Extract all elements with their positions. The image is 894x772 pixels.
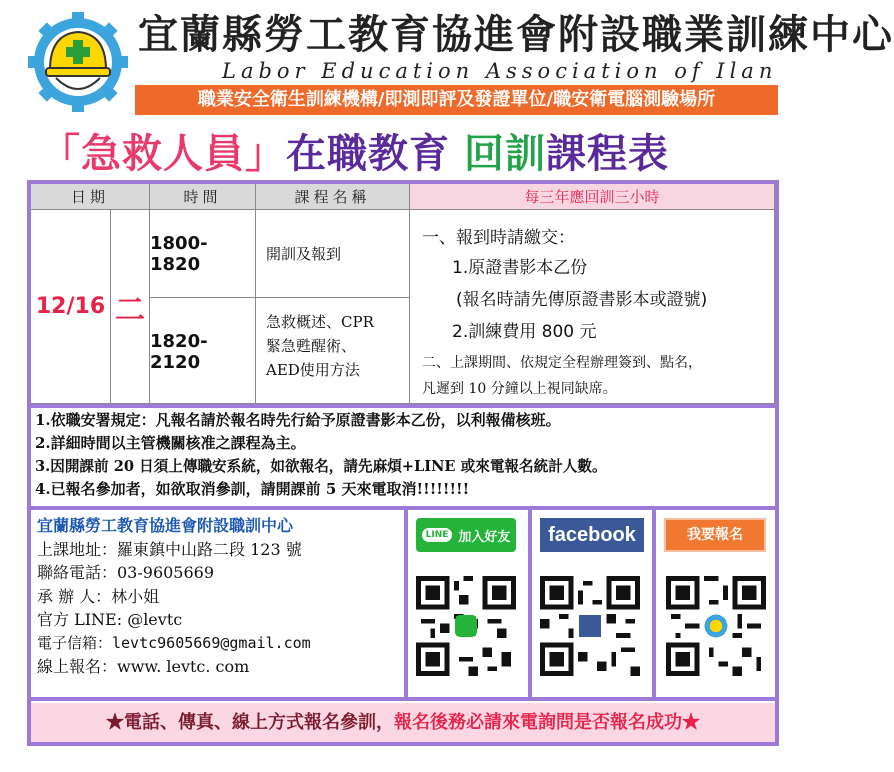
footer-banner <box>31 703 775 742</box>
facebook-qr-code[interactable] <box>540 576 640 676</box>
session-1-name-cell <box>256 210 410 298</box>
divider <box>31 404 775 408</box>
footer-part1: ★電話、傳真、線上方式報名參訓， <box>106 712 394 733</box>
course-title-part1: 「急救人員」 <box>40 131 286 177</box>
notice-line-3: (報名時請先傳原證書影本或證號) <box>456 290 708 310</box>
note-3: 3.因開課前 20 日須上傳職安系統，如欲報名，請先麻煩+LINE 或來電報名統計人數。 <box>35 458 607 475</box>
session-2-time-cell <box>150 298 256 404</box>
header-time: 時間 <box>150 184 256 210</box>
contact-line: 官方 LINE: @levtc <box>37 610 183 629</box>
header-date: 日期 <box>31 184 150 210</box>
weekday-cell <box>111 210 150 404</box>
divider <box>404 510 408 697</box>
divider <box>652 510 656 697</box>
course-weekday: 二 <box>115 292 145 328</box>
line-qr-code[interactable] <box>416 576 516 676</box>
notice-line-5: 二、上課期間、依規定全程辦理簽到、點名， <box>422 355 702 371</box>
line-add-friend-button[interactable] <box>416 518 516 552</box>
session-1-name: 開訓及報到 <box>266 244 342 263</box>
contact-phone: 聯絡電話：03-9605669 <box>37 563 215 582</box>
divider <box>31 697 775 701</box>
org-subtitle: 職業安全衛生訓練機構/即測即評及發證單位/職安衛電腦測驗場所 <box>135 85 778 115</box>
registration-qr-code[interactable] <box>666 576 766 676</box>
contact-website: 線上報名：www. levtc. com <box>37 657 250 676</box>
date-cell <box>31 210 111 404</box>
notice-line-1: 一、報到時請繳交： <box>422 228 575 248</box>
contact-person: 承 辦 人：林小姐 <box>37 586 160 606</box>
org-english-name: Labor Education Association of Ilan <box>222 59 778 83</box>
note-4: 4.已報名參加者，如欲取消參訓，請開課前 5 天來電取消!!!!!!!! <box>35 480 470 498</box>
course-title <box>40 128 669 180</box>
course-date: 12/16 <box>35 294 106 319</box>
header-course: 課程名稱 <box>256 184 410 210</box>
notice-line-4: 2.訓練費用 800 元 <box>452 322 597 342</box>
notes-list <box>35 409 775 501</box>
facebook-button[interactable]: facebook <box>540 518 644 552</box>
contact-email: 電子信箱：levtc9605669@gmail.com <box>37 633 311 652</box>
line-icon: LINE <box>422 528 453 542</box>
register-button[interactable]: 我要報名 <box>664 518 766 552</box>
notice-cell <box>410 210 775 404</box>
course-title-part4: 課程表 <box>546 131 669 177</box>
course-title-part3: 回訓 <box>464 131 546 177</box>
session-2-time: 1820-2120 <box>150 331 208 373</box>
note-1: 1.依職安署規定：凡報名請於報名時先行給予原證書影本乙份，以利報備核班。 <box>35 411 561 429</box>
safety-helmet-cross-logo <box>28 12 128 112</box>
session-1-time: 1800-1820 <box>150 232 208 275</box>
session-1-time-cell <box>150 210 256 298</box>
notice-line-2: 1.原證書影本乙份 <box>452 258 588 278</box>
org-name: 宜蘭縣勞工教育協進會附設職業訓練中心 <box>138 11 894 58</box>
note-2: 2.詳細時間以主管機關核准之課程為主。 <box>35 434 306 452</box>
footer-part2: 報名後務必請來電詢問是否報名成功★ <box>394 712 700 733</box>
course-title-part2: 在職教育 <box>286 131 450 177</box>
session-2-name-line-1: 急救概述、CPR <box>266 313 374 331</box>
divider <box>31 506 775 510</box>
header-note: 每三年應回訓三小時 <box>410 184 775 210</box>
contact-block <box>37 514 407 679</box>
session-2-name-line-3: AED使用方法 <box>266 361 360 379</box>
divider <box>528 510 532 697</box>
session-2-name-line-2: 緊急甦醒術、 <box>266 337 357 355</box>
contact-title: 宜蘭縣勞工教育協進會附設職訓中心 <box>37 516 294 535</box>
notice-line-6: 凡遲到 10 分鐘以上視同缺席。 <box>422 381 617 397</box>
line-button-label: 加入好友 <box>458 529 511 545</box>
session-2-name-cell <box>256 298 410 404</box>
contact-address: 上課地址：羅東鎮中山路二段 123 號 <box>37 539 302 559</box>
